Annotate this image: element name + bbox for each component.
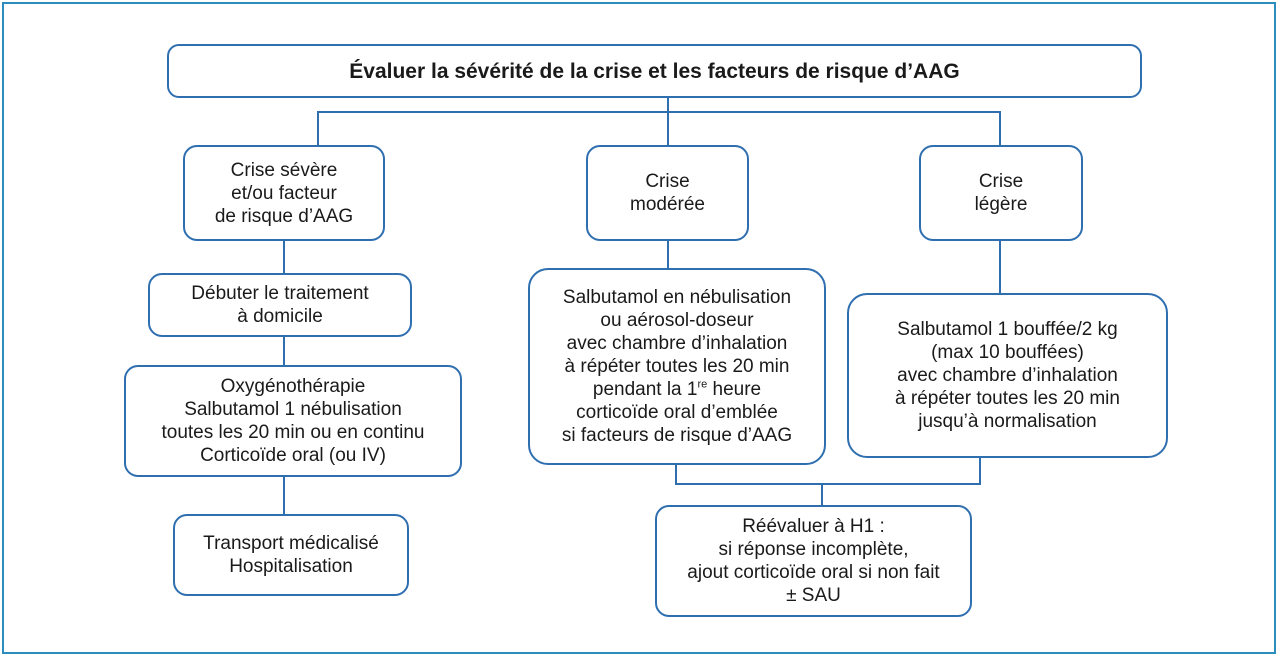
moderate-tx-line-4: à répéter toutes les 20 min	[564, 356, 790, 377]
oxygen-line-1: Oxygénothérapie	[220, 376, 366, 397]
mild-line-1: Crise	[978, 171, 1024, 192]
medical-transport-box	[173, 514, 409, 596]
title-box	[167, 44, 1142, 98]
oxygen-therapy-box	[124, 365, 462, 477]
mild-tx-line-1: Salbutamol 1 bouffée/2 kg	[897, 319, 1118, 340]
connector-branch-bar	[318, 112, 1000, 145]
moderate-tx-line-7: si facteurs de risque d’AAG	[561, 425, 793, 446]
moderate-line-2: modérée	[630, 194, 705, 215]
reassess-line-2: si réponse incomplète,	[718, 539, 909, 560]
moderate-tx-line-1: Salbutamol en nébulisation	[562, 287, 792, 308]
moderate-tx-line-2: ou aérosol-doseur	[600, 310, 754, 331]
moderate-crisis-box	[586, 145, 749, 241]
severe-line-1: Crise sévère	[230, 159, 338, 181]
title-text: Évaluer la sévérité de la crise et les facteurs de risque d’AAG	[349, 59, 960, 83]
start-line-1: Débuter le traitement	[191, 283, 369, 304]
mild-tx-line-4: à répéter toutes les 20 min	[895, 388, 1120, 409]
mild-line-2: légère	[974, 194, 1028, 215]
mild-tx-line-2: (max 10 bouffées)	[931, 342, 1084, 363]
moderate-tx-line-3: avec chambre d’inhalation	[566, 333, 788, 354]
severe-crisis-box	[183, 145, 385, 241]
reassess-line-3: ajout corticoïde oral si non fait	[687, 562, 940, 583]
moderate-tx-line-6: corticoïde oral d’emblée	[576, 402, 778, 423]
mild-tx-line-3: avec chambre d’inhalation	[897, 365, 1118, 386]
moderate-treatment-box	[528, 268, 826, 465]
severe-line-3: de risque d’AAG	[214, 205, 354, 227]
transport-line-1: Transport médicalisé	[203, 533, 379, 554]
reassess-box	[655, 505, 972, 617]
oxygen-line-3: toutes les 20 min ou en continu	[161, 422, 425, 443]
mild-crisis-box	[919, 145, 1083, 241]
moderate-tx-line-5: pendant la 1re heure	[592, 378, 762, 400]
reassess-line-4: ± SAU	[786, 585, 841, 606]
oxygen-line-2: Salbutamol 1 nébulisation	[184, 399, 402, 420]
start-home-treatment-box	[148, 273, 412, 337]
mild-tx-line-5: jusqu’à normalisation	[918, 411, 1097, 432]
oxygen-line-4: Corticoïde oral (ou IV)	[200, 445, 386, 466]
transport-line-2: Hospitalisation	[229, 556, 353, 577]
reassess-line-1: Réévaluer à H1 :	[742, 516, 885, 537]
start-line-2: à domicile	[237, 306, 323, 327]
severe-line-2: et/ou facteur	[231, 182, 337, 204]
moderate-line-1: Crise	[645, 171, 690, 192]
mild-treatment-box	[847, 293, 1168, 458]
